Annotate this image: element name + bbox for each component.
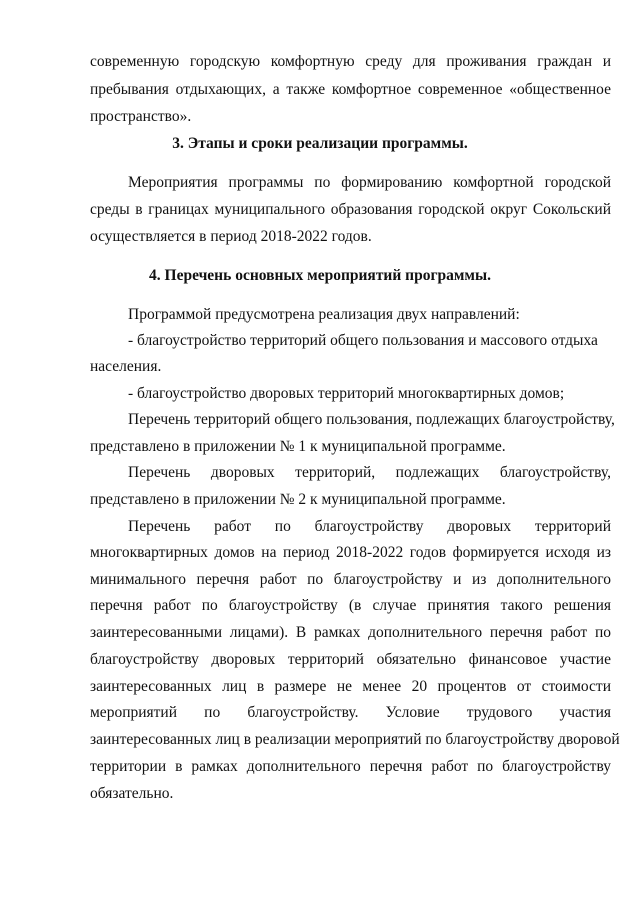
paragraph-line: представлено в приложении № 2 к муниципальной программе. bbox=[90, 491, 506, 508]
paragraph-line: благоустройству дворовых территорий обязательно финансовое участие bbox=[90, 651, 611, 668]
paragraph-line: пребывания отдыхающих, а также комфортное современное «общественное bbox=[90, 81, 611, 98]
paragraph-line: Перечень работ по благоустройству дворовых территорий bbox=[128, 518, 611, 535]
paragraph-line: заинтересованными лицами). В рамках дополнительного перечня работ по bbox=[90, 624, 611, 641]
section-3-heading: 3. Этапы и сроки реализации программы. bbox=[172, 135, 468, 152]
paragraph-line: минимального перечня работ по благоустройству и из дополнительного bbox=[90, 571, 611, 588]
section-4-heading: 4. Перечень основных мероприятий программы. bbox=[149, 267, 491, 284]
paragraph-line: Программой предусмотрена реализация двух направлений: bbox=[128, 306, 520, 323]
paragraph-line: представлено в приложении № 1 к муниципальной программе. bbox=[90, 438, 506, 455]
paragraph-line: населения. bbox=[90, 358, 162, 375]
paragraph-line: Перечень территорий общего пользования, подлежащих благоустройству, bbox=[128, 411, 615, 428]
paragraph-line: пространство». bbox=[90, 108, 192, 125]
paragraph-line: мероприятий по благоустройству. Условие трудового участия bbox=[90, 704, 611, 721]
paragraph-line: заинтересованных лиц в размере не менее 20 процентов от стоимости bbox=[90, 678, 611, 695]
paragraph-line: осуществляется в период 2018-2022 годов. bbox=[90, 228, 372, 245]
paragraph-line: обязательно. bbox=[90, 785, 174, 802]
paragraph-line: Перечень дворовых территорий, подлежащих благоустройству, bbox=[128, 464, 611, 481]
paragraph-line: Мероприятия программы по формированию комфортной городской bbox=[128, 174, 611, 191]
paragraph-line: среды в границах муниципального образования городской округ Сокольский bbox=[90, 201, 611, 218]
list-item: - благоустройство территорий общего пользования и массового отдыха bbox=[128, 332, 598, 349]
paragraph-line: территории в рамках дополнительного перечня работ по благоустройству bbox=[90, 758, 611, 775]
list-item: - благоустройство дворовых территорий многоквартирных домов; bbox=[128, 385, 565, 402]
paragraph-line: современную городскую комфортную среду для проживания граждан и bbox=[90, 53, 611, 70]
paragraph-line: перечня работ по благоустройству (в случае принятия такого решения bbox=[90, 597, 611, 614]
paragraph-line: многоквартирных домов на период 2018-2022 годов формируется исходя из bbox=[90, 544, 611, 561]
paragraph-line: заинтересованных лиц в реализации мероприятий по благоустройству дворовой bbox=[90, 731, 620, 748]
